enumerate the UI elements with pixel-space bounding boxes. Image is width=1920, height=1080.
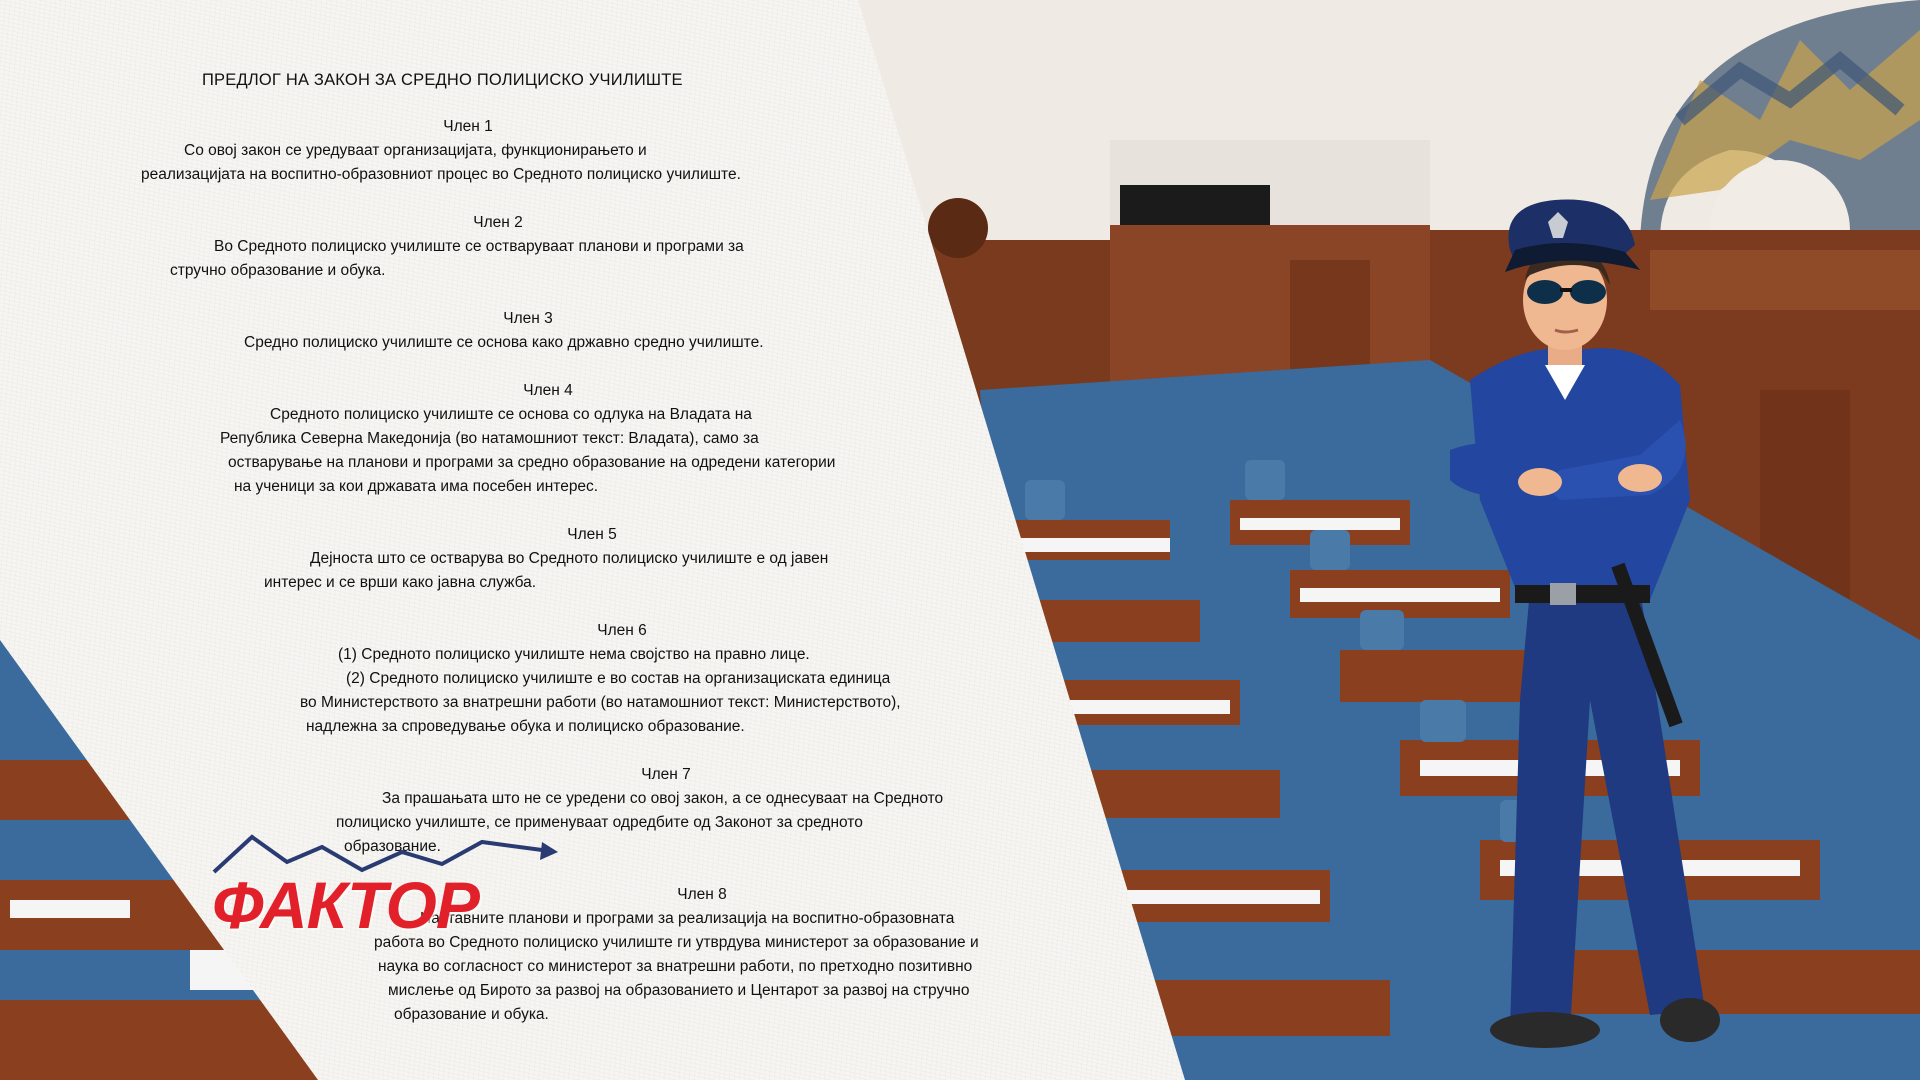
article-text-line: (2) Средното полициско училиште е во состав на организациската единица xyxy=(346,670,891,687)
article-text-line: наука во согласност со министерот за внатрешни работи, по претходно позитивно xyxy=(378,958,973,975)
article-text-line: Во Средното полициско училиште се остваруваат планови и програми за xyxy=(214,238,744,255)
article-heading: Член 1 xyxy=(443,118,493,135)
article-text-line: полициско училиште, се применуваат одредбите од Законот за средното xyxy=(336,814,863,831)
article-text-line: Дејноста што се остварува во Средното полициско училиште е од јавен xyxy=(310,550,829,567)
article-text-line: интерес и се врши како јавна служба. xyxy=(264,574,537,591)
article-text-line: надлежна за спроведување обука и полициско образование. xyxy=(306,718,745,735)
article-heading: Член 8 xyxy=(677,886,727,903)
article-text-line: стручно образование и обука. xyxy=(170,262,386,279)
article-heading: Член 7 xyxy=(641,766,691,783)
article-text-line: Наставните планови и програми за реализација на воспитно-образовната xyxy=(420,910,955,927)
article-text-line: во Министерството за внатрешни работи (во натамошниот текст: Министерството), xyxy=(300,694,901,711)
logo-text: ФАКТОР xyxy=(212,868,479,942)
article-text-line: работа во Средното полициско училиште ги утврдува министерот за образование и xyxy=(374,934,979,951)
article-text-line: Средното полициско училиште се основа со одлука на Владата на xyxy=(270,406,752,423)
article-heading: Член 2 xyxy=(473,214,523,231)
article-text-line: (1) Средното полициско училиште нема својство на правно лице. xyxy=(338,646,810,663)
faktor-logo xyxy=(212,822,562,942)
document-title: ПРЕДЛОГ НА ЗАКОН ЗА СРЕДНО ПОЛИЦИСКО УЧИЛИШТЕ xyxy=(202,71,683,89)
article-text-line: мислење од Бирото за развој на образованието и Центарот за развој на стручно xyxy=(388,982,970,999)
article-text-line: образование. xyxy=(344,838,441,855)
article-text-line: образование и обука. xyxy=(394,1006,549,1023)
article-heading: Член 3 xyxy=(503,310,553,327)
article-text-line: реализацијата на воспитно-образовниот процес во Средното полициско училиште. xyxy=(141,166,741,183)
article-text-line: За прашањата што не се уредени со овој закон, а се однесуваат на Средното xyxy=(382,790,944,807)
article-heading: Член 6 xyxy=(597,622,647,639)
article-text-line: Средно полициско училиште се основа како државно средно училиште. xyxy=(244,334,764,351)
article-heading: Член 5 xyxy=(567,526,617,543)
article-text-line: Со овој закон се уредуваат организацијата, функционирањето и xyxy=(184,142,647,159)
article-text-line: остварување на планови и програми за средно образование на одредени категории xyxy=(228,454,836,471)
article-text-line: Република Северна Македонија (во натамошниот текст: Владата), само за xyxy=(220,430,759,447)
article-heading: Член 4 xyxy=(523,382,573,399)
article-text-line: на ученици за кои државата има посебен интерес. xyxy=(234,478,599,495)
